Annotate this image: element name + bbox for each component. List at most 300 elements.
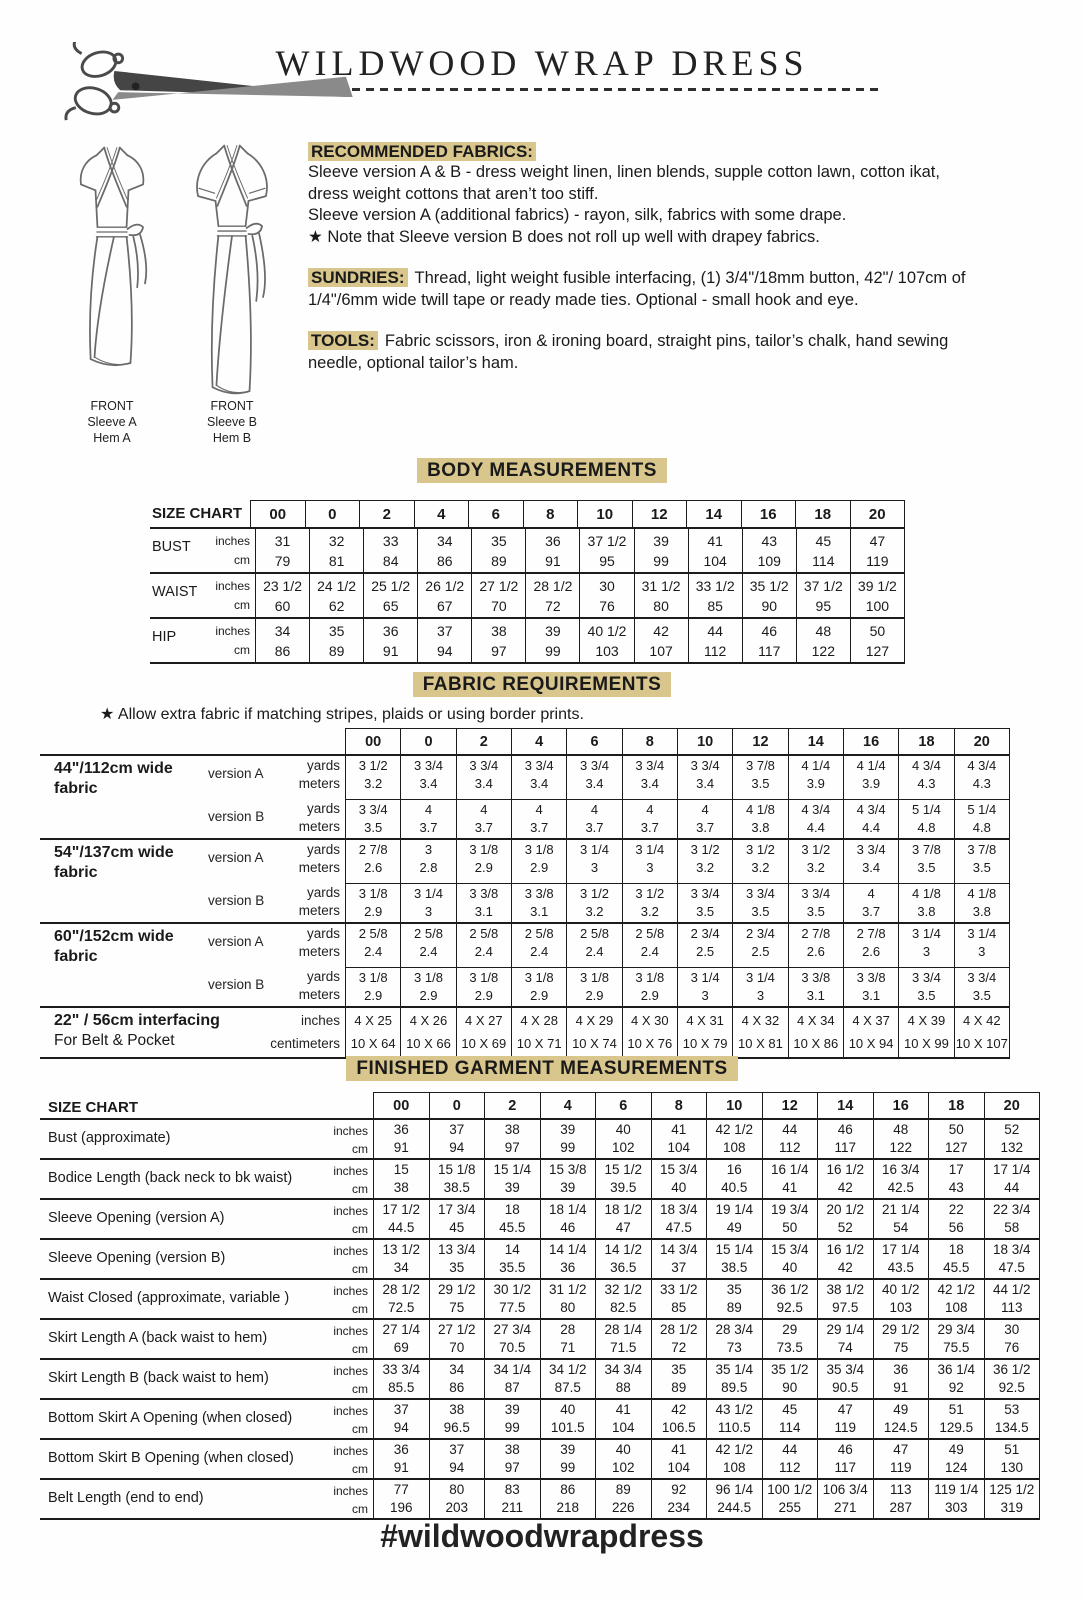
fabric-value-cell: 4 1/8 3.8	[954, 883, 1010, 922]
finished-measurement-row	[40, 1160, 1040, 1200]
fabric-value-cell: 4 X 30 10 X 76	[622, 1008, 677, 1057]
unit-labels: inches cm	[333, 1364, 368, 1396]
measurement-value-cell: 23 1/2 60	[255, 574, 309, 617]
measurement-value-cell: 31 79	[255, 529, 309, 572]
size-column-header: 8	[622, 728, 677, 754]
size-column-header: 10	[577, 500, 632, 527]
measurement-value-cell: 38 97	[484, 1120, 540, 1158]
size-column-header: 16	[873, 1092, 929, 1118]
measurement-value-cell: 35 3/4 90.5	[817, 1360, 873, 1398]
measurement-value-cell: 42 107	[634, 619, 688, 662]
size-column-header: 14	[686, 500, 741, 527]
measurement-value-cell: 18 3/4 47.5	[651, 1200, 707, 1238]
unit-labels: yards meters	[298, 842, 340, 875]
measurement-value-cell: 17 1/4 43.5	[873, 1240, 929, 1278]
size-column-header: 8	[523, 500, 578, 527]
measurement-value-cell: 39 99	[634, 529, 688, 572]
fabric-value-cell: 5 1/4 4.8	[898, 799, 953, 838]
size-column-header: 00	[373, 1092, 429, 1118]
unit-labels: inches centimeters	[270, 1013, 340, 1051]
size-column-header: 10	[706, 1092, 762, 1118]
measurement-value-cell: 22 56	[928, 1200, 984, 1238]
finished-measurements-title	[0, 1058, 1084, 1080]
measurement-value-cell: 15 1/4 38.5	[706, 1240, 762, 1278]
measurement-value-cell: 17 1/2 44.5	[373, 1200, 429, 1238]
sundries-text: Thread, light weight fusible interfacing, (1) 3/4"/18mm button, 42"/ 107cm of 1/4"/6mm wide twill tape or ready made ties. Optional - small hook and eye.	[308, 269, 966, 309]
version-label: version B	[208, 977, 265, 992]
unit-labels: yards meters	[298, 969, 340, 1002]
measurement-value-cell: 44 112	[688, 619, 742, 662]
fabric-value-cell: 3 1/4 3	[677, 967, 732, 1006]
fabric-width-label: 44"/112cm wide fabric	[54, 760, 173, 797]
fabric-value-cell: 3 3/8 3.1	[511, 883, 566, 922]
measurement-label: HIP	[152, 629, 177, 645]
measurement-value-cell: 83 211	[484, 1480, 540, 1518]
fabric-value-cell: 4 3/4 4.3	[898, 756, 953, 799]
size-column-header: 00	[345, 728, 400, 754]
measurement-value-cell: 34 86	[429, 1360, 485, 1398]
scissors-icon	[58, 42, 358, 124]
unit-labels: inches cm	[215, 579, 250, 612]
measurement-value-cell: 28 3/4 73	[706, 1320, 762, 1358]
unit-labels: inches cm	[333, 1204, 368, 1236]
measurement-value-cell: 38 97	[471, 619, 525, 662]
fabric-value-cell: 3 3/4 3.5	[954, 967, 1010, 1006]
version-label: version B	[208, 893, 265, 908]
measurement-value-cell: 41 104	[651, 1120, 707, 1158]
fabric-value-cell: 3 3/4 3.4	[456, 756, 511, 799]
measurement-value-cell: 43 109	[742, 529, 796, 572]
unit-labels: yards meters	[298, 801, 340, 834]
measurement-label: Waist Closed (approximate, variable )	[48, 1290, 290, 1306]
measurement-value-cell: 37 1/2 95	[579, 529, 633, 572]
unit-labels: inches cm	[333, 1324, 368, 1356]
measurement-value-cell: 33 1/2 85	[688, 574, 742, 617]
measurement-value-cell: 17 3/4 45	[429, 1200, 485, 1238]
measurement-value-cell: 18 1/2 47	[595, 1200, 651, 1238]
version-label: version A	[208, 934, 264, 949]
measurement-value-cell: 89 226	[595, 1480, 651, 1518]
tools-section	[308, 330, 968, 374]
fabric-value-cell: 3 1/2 3.2	[677, 840, 732, 883]
size-column-header: 4	[540, 1092, 596, 1118]
unit-labels: inches cm	[333, 1164, 368, 1196]
dress-illustrations	[52, 134, 304, 396]
measurement-value-cell: 49 124.5	[873, 1400, 929, 1438]
measurement-value-cell: 37 94	[429, 1120, 485, 1158]
measurement-value-cell: 41 104	[688, 529, 742, 572]
fabric-value-cell: 4 1/8 3.8	[898, 883, 953, 922]
fabric-value-cell: 3 1/8 2.9	[345, 967, 400, 1006]
measurement-value-cell: 33 1/2 85	[651, 1280, 707, 1318]
measurement-value-cell: 18 1/4 46	[540, 1200, 596, 1238]
fabric-value-cell: 4 X 39 10 X 99	[898, 1008, 953, 1057]
fabric-value-cell: 4 X 37 10 X 94	[843, 1008, 898, 1057]
fabric-width-label	[40, 967, 208, 1006]
fabric-value-cell: 3 1/8 2.9	[622, 967, 677, 1006]
measurement-value-cell: 16 3/4 42.5	[873, 1160, 929, 1198]
caption-line: Sleeve A	[87, 415, 137, 429]
fabric-value-cell: 4 3.7	[566, 799, 621, 838]
measurement-value-cell: 18 45.5	[928, 1240, 984, 1278]
fabrics-line: dress weight cottons that aren’t too stiff.	[308, 184, 599, 203]
measurement-value-cell: 39 99	[525, 619, 579, 662]
fabric-value-cell: 4 3.7	[843, 883, 898, 922]
fabric-width-label: 60"/152cm wide fabric	[54, 928, 174, 965]
size-column-header: 0	[429, 1092, 485, 1118]
measurement-value-cell: 44 112	[762, 1120, 818, 1158]
size-column-header: 2	[359, 500, 414, 527]
header-spacer	[40, 728, 345, 754]
caption-line: Hem A	[93, 431, 131, 445]
unit-labels: inches cm	[333, 1484, 368, 1516]
fabric-value-cell: 3 1/4 3	[732, 967, 787, 1006]
measurement-value-cell: 35 1/2 90	[762, 1360, 818, 1398]
measurement-value-cell: 36 91	[363, 619, 417, 662]
size-column-header: 14	[788, 728, 843, 754]
measurement-value-cell: 14 35.5	[484, 1240, 540, 1278]
measurement-value-cell: 30 76	[984, 1320, 1041, 1358]
fabric-value-cell: 3 3/4 3.4	[843, 840, 898, 883]
body-measurements-table	[150, 500, 905, 664]
fabric-value-cell: 3 1/8 2.9	[511, 967, 566, 1006]
measurement-value-cell: 22 3/4 58	[984, 1200, 1041, 1238]
fabric-value-cell: 3 1/4 3	[400, 883, 455, 922]
fabric-value-cell: 3 3/4 3.5	[732, 883, 787, 922]
fabric-value-cell: 3 3/8 3.1	[456, 883, 511, 922]
finished-measurement-row	[40, 1440, 1040, 1480]
measurement-value-cell: 15 3/4 40	[762, 1240, 818, 1278]
fabric-width-label: 54"/137cm wide fabric	[54, 844, 174, 881]
measurement-value-cell: 14 1/2 36.5	[595, 1240, 651, 1278]
fabric-value-cell: 3 1/4 3	[622, 840, 677, 883]
unit-labels: yards meters	[298, 758, 340, 791]
measurement-label: Belt Length (end to end)	[48, 1490, 204, 1506]
fabric-value-cell: 3 3/4 3.5	[788, 883, 843, 922]
finished-measurement-row	[40, 1200, 1040, 1240]
finished-table-header-row	[40, 1092, 1040, 1120]
tools-text: Fabric scissors, iron & ironing board, straight pins, tailor’s chalk, hand sewing needle, optional tailor’s ham.	[308, 332, 949, 372]
size-chart-label: SIZE CHART	[48, 1099, 138, 1116]
recommended-fabrics-label: RECOMMENDED FABRICS:	[308, 142, 536, 161]
fabric-table-header-row	[40, 728, 1010, 754]
measurement-value-cell: 27 1/2 70	[429, 1320, 485, 1358]
measurement-value-cell: 28 1/4 71.5	[595, 1320, 651, 1358]
size-column-header: 4	[414, 500, 469, 527]
fabric-group	[40, 838, 1010, 922]
measurement-value-cell: 100 1/2 255	[762, 1480, 818, 1518]
fabric-value-cell: 3 1/2 3.2	[566, 883, 621, 922]
measurement-value-cell: 17 1/4 44	[984, 1160, 1041, 1198]
fabric-value-cell: 4 3/4 4.4	[788, 799, 843, 838]
fabric-value-cell: 3 3/8 3.1	[788, 967, 843, 1006]
measurement-value-cell: 48 122	[873, 1120, 929, 1158]
size-column-header: 0	[400, 728, 455, 754]
unit-labels: inches cm	[215, 534, 250, 567]
measurement-value-cell: 40 1/2 103	[579, 619, 633, 662]
measurement-label: BUST	[152, 539, 191, 555]
measurement-value-cell: 46 117	[742, 619, 796, 662]
page-title: WILDWOOD WRAP DRESS	[275, 43, 809, 83]
measurement-value-cell: 80 203	[429, 1480, 485, 1518]
size-column-header: 0	[305, 500, 360, 527]
dashed-divider	[352, 88, 880, 91]
size-column-header: 2	[456, 728, 511, 754]
measurement-value-cell: 34 1/2 87.5	[540, 1360, 596, 1398]
size-column-header: 20	[850, 500, 906, 527]
fabric-value-cell: 3 1/8 2.9	[345, 883, 400, 922]
finished-measurement-row	[40, 1120, 1040, 1160]
measurement-value-cell: 18 45.5	[484, 1200, 540, 1238]
measurement-value-cell: 17 43	[928, 1160, 984, 1198]
fabric-requirements-table	[40, 728, 1010, 1059]
finished-measurement-row	[40, 1280, 1040, 1320]
fabric-value-cell: 3 7/8 3.5	[732, 756, 787, 799]
measurement-value-cell: 53 134.5	[984, 1400, 1041, 1438]
measurement-value-cell: 35 89	[471, 529, 525, 572]
measurement-value-cell: 113 287	[873, 1480, 929, 1518]
fabric-value-cell: 4 X 28 10 X 71	[511, 1008, 566, 1057]
measurement-value-cell: 42 1/2 108	[706, 1120, 762, 1158]
fabric-value-cell: 3 1/8 2.9	[456, 840, 511, 883]
measurement-value-cell: 50 127	[928, 1120, 984, 1158]
measurement-value-cell: 14 3/4 37	[651, 1240, 707, 1278]
measurement-value-cell: 44 112	[762, 1440, 818, 1478]
measurement-value-cell: 35 89	[706, 1280, 762, 1318]
measurement-value-cell: 16 1/2 42	[817, 1240, 873, 1278]
measurement-value-cell: 24 1/2 62	[309, 574, 363, 617]
measurement-value-cell: 13 1/2 34	[373, 1240, 429, 1278]
size-column-header: 6	[566, 728, 621, 754]
measurement-value-cell: 125 1/2 319	[984, 1480, 1041, 1518]
fabric-note: ★ Allow extra fabric if matching stripes, plaids or using border prints.	[100, 706, 584, 723]
measurement-value-cell: 29 1/2 75	[873, 1320, 929, 1358]
fabric-group	[40, 922, 1010, 1006]
measurement-value-cell: 29 1/2 75	[429, 1280, 485, 1318]
measurement-value-cell: 31 1/2 80	[634, 574, 688, 617]
measurement-value-cell: 28 1/2 72	[525, 574, 579, 617]
size-column-header: 2	[484, 1092, 540, 1118]
fabric-value-cell: 2 5/8 2.4	[622, 924, 677, 967]
measurement-value-cell: 39 99	[540, 1440, 596, 1478]
fabric-group	[40, 1006, 1010, 1057]
fabric-value-cell: 4 X 27 10 X 69	[456, 1008, 511, 1057]
size-column-header: 18	[795, 500, 850, 527]
measurement-value-cell: 35 1/4 89.5	[706, 1360, 762, 1398]
finished-measurements-table	[40, 1092, 1040, 1520]
fabric-value-cell: 3 2.8	[400, 840, 455, 883]
measurement-value-cell: 27 3/4 70.5	[484, 1320, 540, 1358]
finished-measurement-row	[40, 1240, 1040, 1280]
size-chart-label: SIZE CHART	[152, 505, 242, 522]
fabric-value-cell: 4 X 29 10 X 74	[566, 1008, 621, 1057]
measurement-value-cell: 47 119	[850, 529, 905, 572]
measurement-value-cell: 15 1/8 38.5	[429, 1160, 485, 1198]
dress-front-sleeve-a-illustration	[52, 134, 172, 396]
fabric-value-cell: 3 3/4 3.4	[400, 756, 455, 799]
fabric-group	[40, 754, 1010, 838]
measurement-value-cell: 47 119	[817, 1400, 873, 1438]
measurement-value-cell: 49 124	[928, 1440, 984, 1478]
fabric-requirements-title	[0, 674, 1084, 696]
caption-line: Hem B	[212, 431, 252, 445]
measurement-value-cell: 38 1/2 97.5	[817, 1280, 873, 1318]
measurement-value-cell: 48 122	[796, 619, 850, 662]
size-column-header: 4	[511, 728, 566, 754]
hashtag: #wildwoodwrapdress	[380, 1518, 704, 1554]
measurement-value-cell: 29 1/4 74	[817, 1320, 873, 1358]
fabric-value-cell: 3 3/4 3.5	[898, 967, 953, 1006]
body-table-header-row	[150, 500, 905, 529]
fabrics-line: ★ Note that Sleeve version B does not roll up well with drapey fabrics.	[308, 227, 820, 246]
measurement-value-cell: 119 1/4 303	[928, 1480, 984, 1518]
fabric-value-cell: 3 3/4 3.4	[511, 756, 566, 799]
measurement-value-cell: 34 3/4 88	[595, 1360, 651, 1398]
measurement-value-cell: 34 86	[255, 619, 309, 662]
fabric-value-cell: 3 1/4 3	[898, 924, 953, 967]
measurement-value-cell: 40 102	[595, 1440, 651, 1478]
measurement-value-cell: 31 1/2 80	[540, 1280, 596, 1318]
measurement-value-cell: 37 94	[373, 1400, 429, 1438]
measurement-label: WAIST	[152, 584, 198, 600]
fabric-value-cell: 3 3/4 3.4	[566, 756, 621, 799]
measurement-value-cell: 36 1/4 92	[928, 1360, 984, 1398]
finished-measurement-row	[40, 1320, 1040, 1360]
fabric-value-cell: 4 3.7	[400, 799, 455, 838]
measurement-value-cell: 35 89	[651, 1360, 707, 1398]
measurement-value-cell: 15 1/2 39.5	[595, 1160, 651, 1198]
fabric-value-cell: 4 X 26 10 X 66	[400, 1008, 455, 1057]
measurement-value-cell: 51 130	[984, 1440, 1041, 1478]
measurement-value-cell: 16 1/2 42	[817, 1160, 873, 1198]
measurement-value-cell: 40 1/2 103	[873, 1280, 929, 1318]
unit-labels: inches cm	[333, 1444, 368, 1476]
measurement-value-cell: 41 104	[595, 1400, 651, 1438]
version-label: version B	[208, 809, 265, 824]
measurement-value-cell: 40 101.5	[540, 1400, 596, 1438]
measurement-value-cell: 35 1/2 90	[742, 574, 796, 617]
version-label: version A	[208, 850, 264, 865]
measurement-value-cell: 16 40.5	[706, 1160, 762, 1198]
measurement-value-cell: 36 1/2 92.5	[984, 1360, 1041, 1398]
fabric-value-cell: 2 3/4 2.5	[732, 924, 787, 967]
measurement-value-cell: 30 76	[579, 574, 633, 617]
measurement-label: Skirt Length B (back waist to hem)	[48, 1370, 269, 1386]
measurement-value-cell: 46 117	[817, 1440, 873, 1478]
fabric-value-cell: 2 5/8 2.4	[511, 924, 566, 967]
finished-measurement-row	[40, 1360, 1040, 1400]
measurement-value-cell: 28 1/2 72.5	[373, 1280, 429, 1318]
measurement-value-cell: 27 1/4 69	[373, 1320, 429, 1358]
dress-front-sleeve-b-illustration	[172, 134, 292, 396]
measurement-value-cell: 25 1/2 65	[363, 574, 417, 617]
measurement-value-cell: 19 1/4 49	[706, 1200, 762, 1238]
fabric-value-cell: 3 1/2 3.2	[732, 840, 787, 883]
caption-sleeve-a	[52, 398, 172, 446]
section-heading: FABRIC REQUIREMENTS	[413, 672, 672, 697]
version-label: version A	[208, 766, 264, 781]
measurement-value-cell: 86 218	[540, 1480, 596, 1518]
size-column-header: 6	[595, 1092, 651, 1118]
measurement-value-cell: 13 3/4 35	[429, 1240, 485, 1278]
measurement-label: Bodice Length (back neck to bk waist)	[48, 1170, 293, 1186]
size-column-header: 14	[817, 1092, 873, 1118]
fabric-value-cell: 2 5/8 2.4	[566, 924, 621, 967]
measurement-value-cell: 18 3/4 47.5	[984, 1240, 1041, 1278]
fabric-value-cell: 3 3/8 3.1	[843, 967, 898, 1006]
measurement-value-cell: 42 106.5	[651, 1400, 707, 1438]
fabric-value-cell: 2 5/8 2.4	[400, 924, 455, 967]
measurement-value-cell: 42 1/2 108	[928, 1280, 984, 1318]
fabric-value-cell: 3 3/4 3.4	[622, 756, 677, 799]
fabric-value-cell: 4 3/4 4.4	[843, 799, 898, 838]
fabric-value-cell: 4 3.7	[456, 799, 511, 838]
measurement-value-cell: 15 3/8 39	[540, 1160, 596, 1198]
fabric-value-cell: 2 7/8 2.6	[345, 840, 400, 883]
fabric-value-cell: 4 3/4 4.3	[954, 756, 1010, 799]
fabric-value-cell: 3 1/4 3	[954, 924, 1010, 967]
measurement-value-cell: 39 99	[484, 1400, 540, 1438]
size-column-header: 18	[898, 728, 953, 754]
fabrics-line: Sleeve version A (additional fabrics) - rayon, silk, fabrics with some drape.	[308, 206, 847, 224]
measurement-value-cell: 15 38	[373, 1160, 429, 1198]
measurement-label: Bottom Skirt A Opening (when closed)	[48, 1410, 293, 1426]
fabric-requirement-row	[40, 924, 1010, 967]
measurement-value-cell: 15 1/4 39	[484, 1160, 540, 1198]
measurement-value-cell: 35 89	[309, 619, 363, 662]
size-column-header: 18	[928, 1092, 984, 1118]
fabric-width-label	[40, 883, 208, 922]
measurement-value-cell: 34 86	[417, 529, 471, 572]
sundries-label: SUNDRIES:	[308, 268, 408, 287]
measurement-value-cell: 36 91	[373, 1440, 429, 1478]
fabric-requirement-row	[40, 756, 1010, 799]
body-measurements-title	[0, 460, 1084, 482]
measurement-value-cell: 28 1/2 72	[651, 1320, 707, 1358]
size-column-header: 8	[651, 1092, 707, 1118]
measurement-value-cell: 46 117	[817, 1120, 873, 1158]
unit-labels: inches cm	[333, 1244, 368, 1276]
size-column-header: 12	[732, 728, 787, 754]
fabric-value-cell: 3 3/4 3.4	[677, 756, 732, 799]
fabric-value-cell: 2 5/8 2.4	[456, 924, 511, 967]
measurement-label: Sleeve Opening (version B)	[48, 1250, 226, 1266]
caption-line: Sleeve B	[206, 415, 258, 429]
finished-measurement-row	[40, 1480, 1040, 1520]
body-measurement-row	[150, 529, 905, 574]
measurement-value-cell: 106 3/4 271	[817, 1480, 873, 1518]
size-column-header: 10	[677, 728, 732, 754]
size-column-header: 20	[984, 1092, 1041, 1118]
fabric-value-cell: 4 1/4 3.9	[788, 756, 843, 799]
size-column-header: 6	[468, 500, 523, 527]
fabric-value-cell: 3 3/4 3.5	[345, 799, 400, 838]
measurement-value-cell: 27 1/2 70	[471, 574, 525, 617]
measurement-value-cell: 33 3/4 85.5	[373, 1360, 429, 1398]
size-column-header: 12	[762, 1092, 818, 1118]
measurement-value-cell: 37 1/2 95	[796, 574, 850, 617]
fabrics-line: Sleeve version A & B - dress weight linen, linen blends, supple cotton lawn, cotton ikat,	[308, 163, 940, 181]
measurement-value-cell: 38 97	[484, 1440, 540, 1478]
body-measurement-row	[150, 574, 905, 619]
fabric-value-cell: 4 3.7	[677, 799, 732, 838]
unit-labels: inches cm	[333, 1284, 368, 1316]
fabric-value-cell: 3 3/4 3.5	[677, 883, 732, 922]
measurement-value-cell: 32 81	[309, 529, 363, 572]
fabric-width-label: 22" / 56cm interfacing For Belt & Pocket	[54, 1012, 220, 1049]
measurement-value-cell: 52 132	[984, 1120, 1041, 1158]
measurement-value-cell: 36 91	[373, 1120, 429, 1158]
